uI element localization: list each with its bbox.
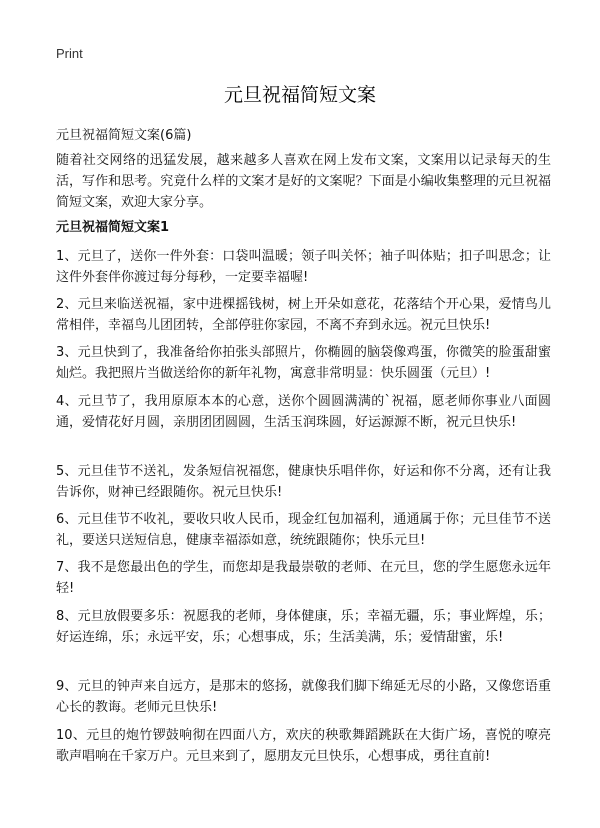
document-subtitle: 元旦祝福简短文案(6篇) (56, 128, 192, 143)
blessing-item-5: 5、元旦佳节不送礼，发条短信祝福您，健康快乐唱伴你，好运和你不分离，还有让我告诉你，财神已经跟随你。祝元旦快乐! (56, 464, 551, 500)
section-heading: 元旦祝福简短文案1 (56, 220, 170, 235)
blessing-item-3: 3、元旦快到了，我准备给你拍张头部照片，你椭圆的脑袋像鸡蛋，你微笑的脸蛋甜蜜灿烂。我把照片当做送给你的新年礼物，寓意非常明显：快乐圆蛋（元旦）! (56, 345, 551, 381)
blessing-item-4: 4、元旦节了，我用原原本本的心意，送你个圆圆满满的`祝福，愿老师你事业八面圆通，爱情花好月圆，亲朋团团圆圆，生活玉润珠圆，好运源源不断，祝元旦快乐! (56, 394, 551, 430)
blessing-item-2: 2、元旦来临送祝福，家中进棵摇钱树，树上开朵如意花，花落结个开心果，爱情鸟儿常相伴，幸福鸟儿团团转，全部停驻你家园，不离不弃到永远。祝元旦快乐! (56, 297, 551, 333)
blessing-item-10: 10、元旦的炮竹锣鼓响彻在四面八方，欢庆的秧歌舞蹈跳跃在大街广场，喜悦的嘹亮歌声唱响在千家万户。元旦来到了，愿朋友元旦快乐，心想事成，勇往直前! (56, 728, 551, 764)
intro-paragraph: 随着社交网络的迅猛发展，越来越多人喜欢在网上发布文案，文案用以记录每天的生活，写作和思考。究竟什么样的文案才是好的文案呢？下面是小编收集整理的元旦祝福简短文案，欢迎大家分享。 (56, 153, 551, 210)
blessing-item-6: 6、元旦佳节不收礼，要收只收人民币，现金红包加福利，通通属于你；元旦佳节不送礼，要送只送短信息，健康幸福添如意，统统跟随你；快乐元旦! (56, 512, 551, 548)
blessing-item-7: 7、我不是您最出色的学生，而您却是我最崇敬的老师、在元旦，您的学生愿您永远年轻! (56, 560, 551, 596)
blessing-item-1: 1、元旦了，送你一件外套：口袋叫温暖；领子叫关怀；袖子叫体贴；扣子叫思念；让这件外套伴你渡过每分每秒，一定要幸福喔! (56, 249, 551, 285)
blessing-item-9: 9、元旦的钟声来自远方，是那末的悠扬，就像我们脚下绵延无尽的小路，又像您语重心长的教诲。老师元旦快乐! (56, 679, 551, 715)
document-title: 元旦祝福简短文案 (223, 84, 376, 106)
blessing-item-8: 8、元旦放假要多乐：祝愿我的老师，身体健康，乐；幸福无疆，乐；事业辉煌，乐；好运连绵，乐；永远平安，乐；心想事成，乐；生活美满，乐；爱情甜蜜，乐! (56, 609, 551, 645)
print-link[interactable]: Print (56, 46, 83, 61)
